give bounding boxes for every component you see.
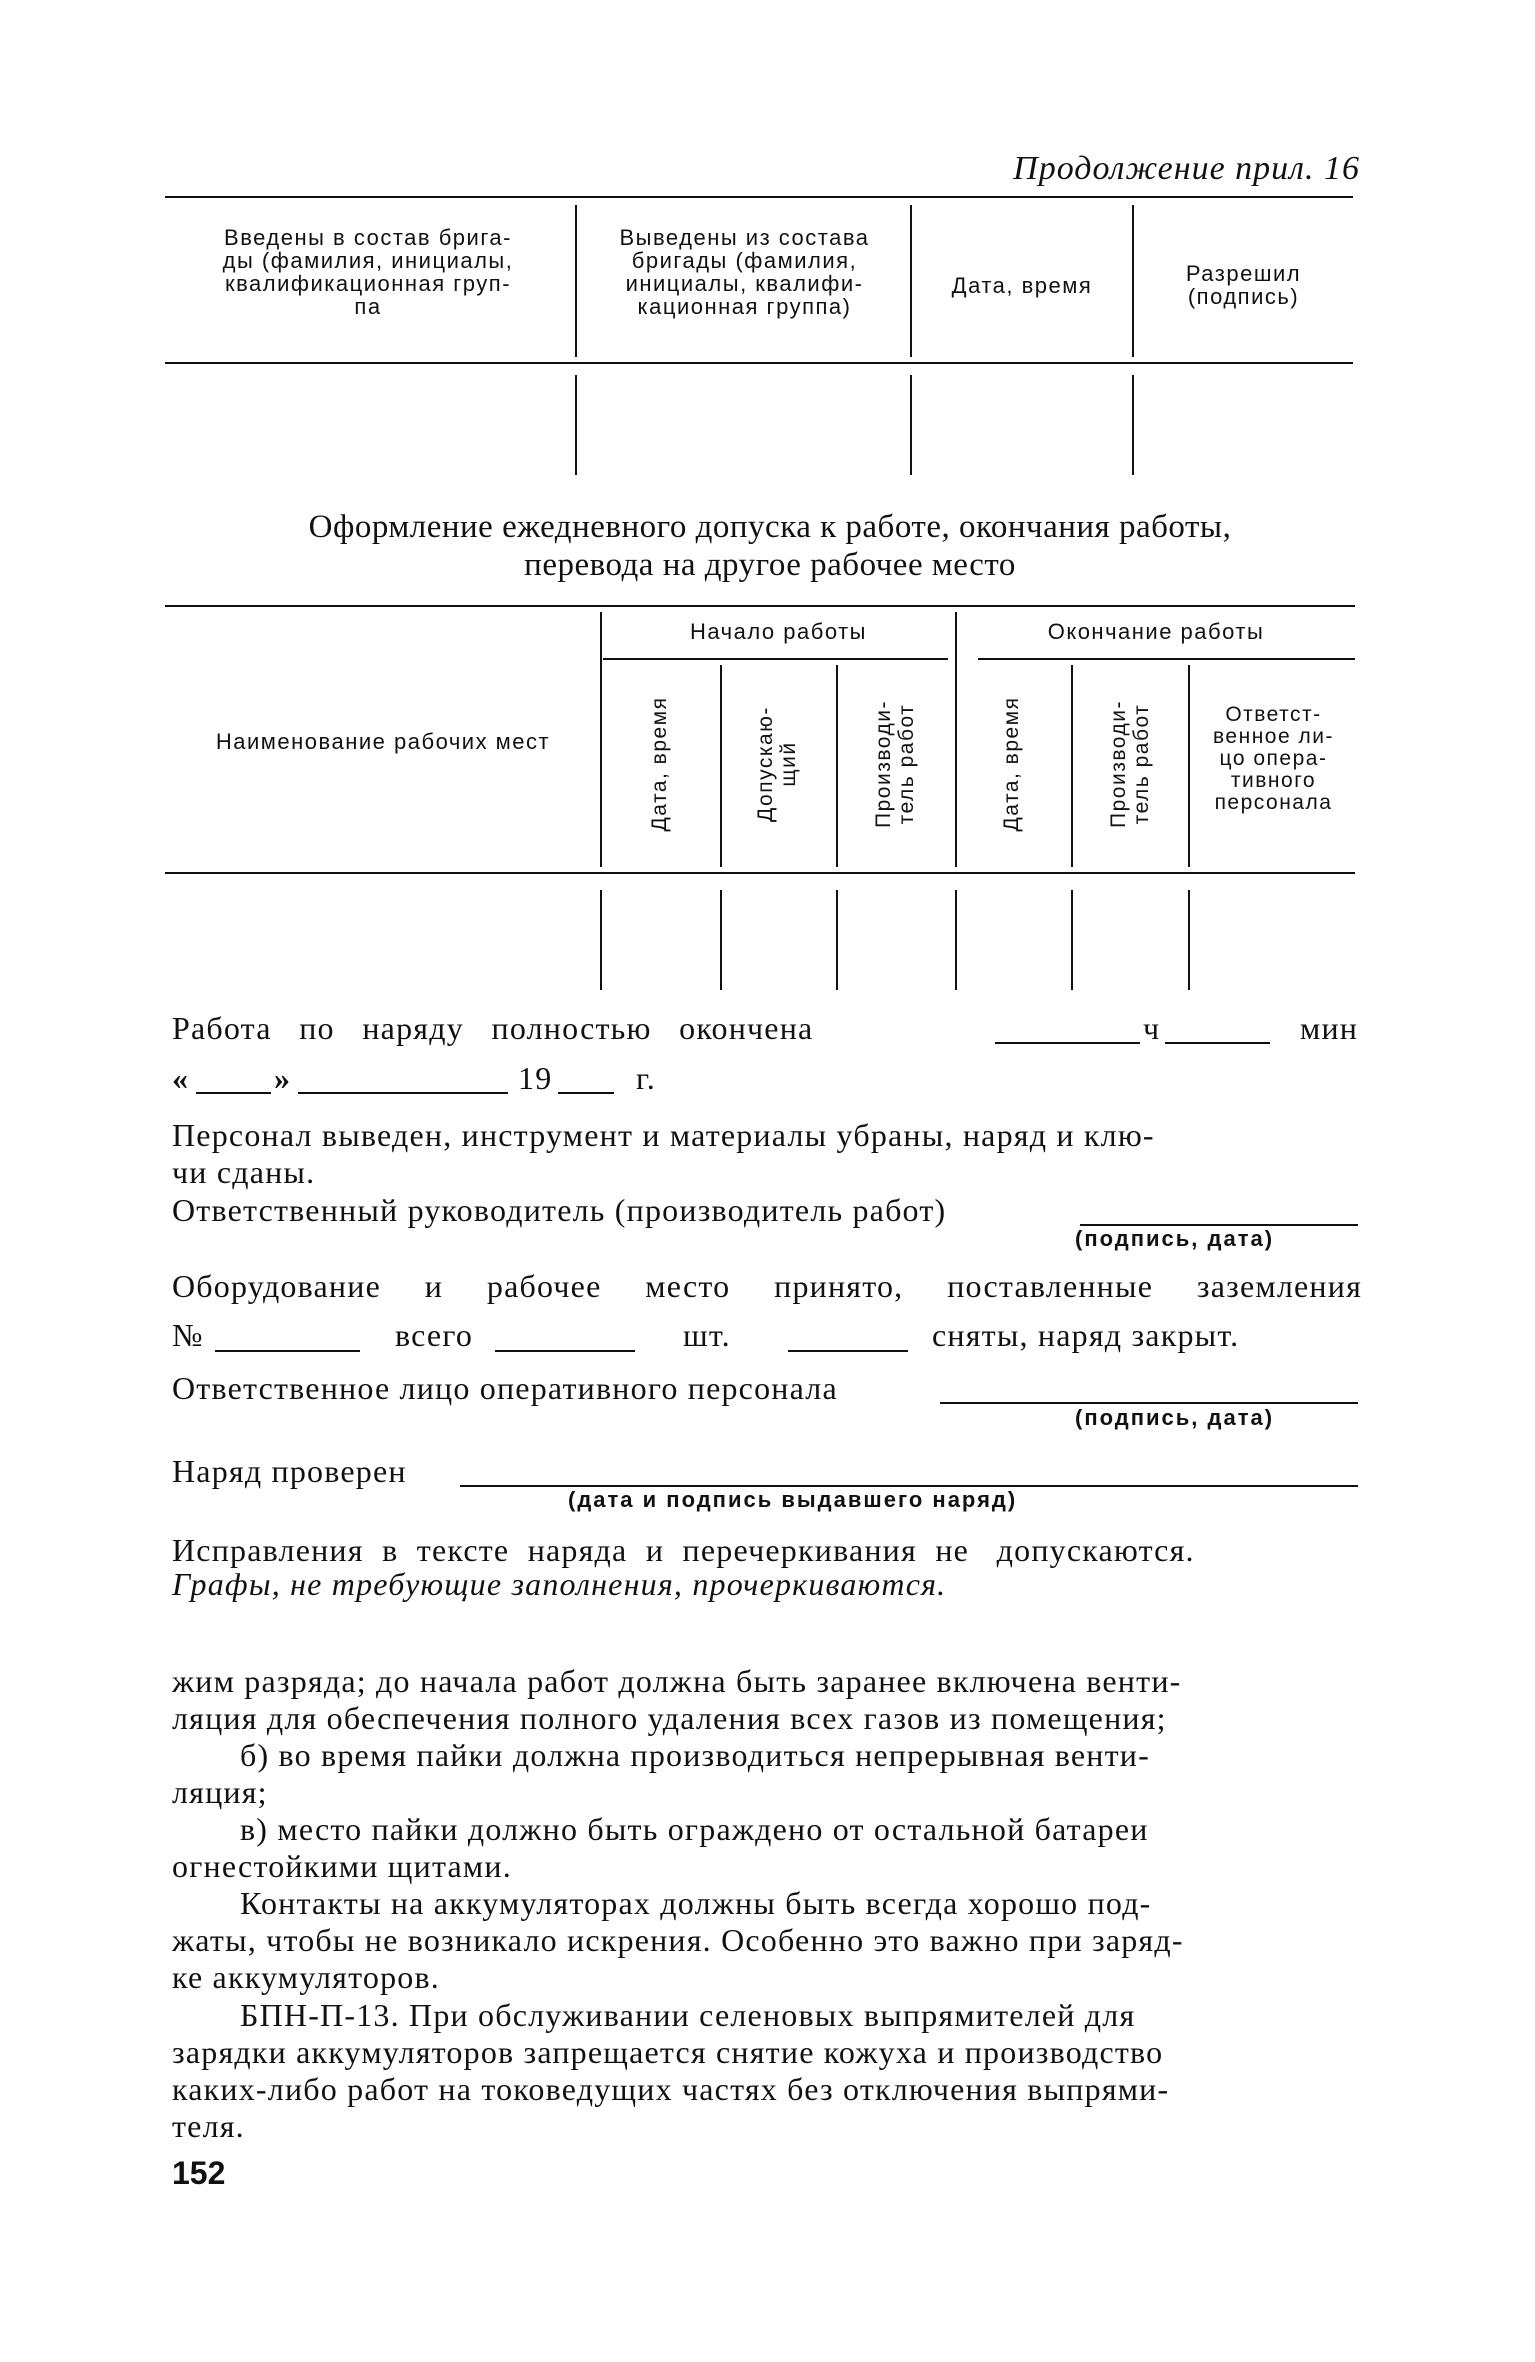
workplace-header: Наименование рабочих мест (215, 729, 551, 754)
start-date-header: Дата, время (648, 696, 671, 832)
blank-cells-note: Графы, не требующие заполнения, прочеркиваются. (172, 1566, 947, 1602)
paragraph-fencing: в) место пайки должно быть ограждено от остальной батареи огнестойкими щитами. (172, 1811, 1149, 1884)
responsible-manager-label: Ответственный руководитель (производитель работ) (172, 1192, 947, 1228)
grounding-number-field[interactable] (215, 1350, 360, 1352)
column-divider (1188, 890, 1190, 990)
signature-date-caption-2: (подпись, дата) (1075, 1405, 1275, 1430)
permitted-header: Разрешил (подпись) (1185, 261, 1302, 309)
start-producer-header: Производи- тель работ (872, 700, 918, 828)
paragraph-continuous-ventilation: б) во время пайки должна производиться непрерывная венти- ляция; (172, 1737, 1150, 1810)
column-divider (720, 890, 722, 990)
month-field[interactable] (298, 1092, 508, 1094)
minutes-field[interactable] (1165, 1042, 1270, 1044)
column-divider (1132, 375, 1134, 475)
column-divider (575, 205, 577, 357)
column-divider (955, 890, 957, 990)
end-group-header: Окончание работы (1047, 619, 1265, 644)
year-suffix: г. (636, 1060, 656, 1096)
end-responsible-header: Ответст- венное ли- цо опера- тивного персонала (1213, 703, 1334, 814)
column-divider (600, 890, 602, 990)
column-divider (1071, 665, 1073, 867)
hours-unit: ч (1143, 1010, 1161, 1046)
brigade-in-header: Введены в состав брига- ды (фамилия, инициалы, квалификационная груп- па (222, 225, 514, 319)
group-rule (978, 658, 1355, 660)
paragraph-contacts: Контакты на аккумуляторах должны быть всегда хорошо под- жаты, чтобы не возникало искрения. Особенно это важно при заряд- ке аккумуляторов. (172, 1885, 1184, 1995)
paragraph-rectifiers: БПН-П-13. При обслуживании селеновых выпрямителей для зарядки аккумуляторов запрещается снятие кожуха и производство каких-либо работ на токоведущих частях без отключения выпрями- теля. (172, 1997, 1170, 2144)
operational-person-label: Ответственное лицо оперативного персонала (172, 1370, 838, 1406)
operational-signature-field[interactable] (940, 1402, 1358, 1404)
personnel-text: Персонал выведен, инструмент и материалы убраны, наряд и клю- чи сданы. (172, 1117, 1155, 1190)
total-count-field[interactable] (495, 1350, 635, 1352)
pcs-label: шт. (683, 1317, 731, 1353)
end-producer-header: Производи- тель работ (1107, 700, 1153, 828)
end-date-header: Дата, время (1000, 696, 1023, 832)
table-rule (165, 362, 1353, 364)
year-prefix: 19 (518, 1060, 553, 1096)
hours-field[interactable] (995, 1042, 1140, 1044)
column-divider (836, 890, 838, 990)
page-number: 152 (172, 2155, 226, 2191)
brigade-out-header: Выведены из состава бригады (фамилия, инициалы, квалифи- кационная группа) (619, 225, 870, 319)
year-field[interactable] (558, 1092, 614, 1094)
continuation-title: Продолжение прил. 16 (1013, 150, 1360, 187)
column-divider (1132, 205, 1134, 357)
removed-count-field[interactable] (788, 1350, 908, 1352)
column-divider (836, 665, 838, 867)
start-admitter-header: Допускаю- щий (754, 706, 800, 822)
close-quote: » (274, 1060, 292, 1096)
column-divider (1188, 665, 1190, 867)
daily-section-title: Оформление ежедневного допуска к работе, окончания работы, перевода на другое рабочее место (308, 509, 1232, 583)
checked-caption: (дата и подпись выдавшего наряд) (568, 1487, 1018, 1512)
column-divider (955, 612, 957, 867)
open-quote: « (172, 1060, 190, 1096)
day-field[interactable] (196, 1092, 271, 1094)
minutes-unit: мин (1300, 1010, 1359, 1046)
date-time-header: Дата, время (951, 273, 1093, 298)
signature-date-caption: (подпись, дата) (1075, 1226, 1275, 1251)
order-checked-label: Наряд проверен (172, 1453, 407, 1489)
start-group-header: Начало работы (690, 619, 867, 644)
column-divider (575, 375, 577, 475)
total-label: всего (395, 1317, 474, 1353)
paragraph-ventilation: жим разряда; до начала работ должна быть заранее включена венти- ляция для обеспечения полного удаления всех газов из помещения; (172, 1663, 1182, 1736)
column-divider (600, 612, 602, 867)
table-rule (165, 605, 1355, 607)
column-divider (720, 665, 722, 867)
work-completed-label: Работа по наряду полностью окончена (172, 1010, 814, 1046)
table-rule (165, 196, 1353, 198)
group-rule (603, 658, 948, 660)
equipment-text: Оборудование и рабочее место принято, поставленные заземления (172, 1268, 1362, 1304)
corrections-note: Исправления в тексте наряда и перечеркивания не допускаются. (172, 1532, 1195, 1568)
column-divider (1071, 890, 1073, 990)
number-sign: № (172, 1317, 204, 1353)
removed-label: сняты, наряд закрыт. (932, 1317, 1240, 1353)
table-rule (165, 872, 1355, 874)
column-divider (910, 375, 912, 475)
